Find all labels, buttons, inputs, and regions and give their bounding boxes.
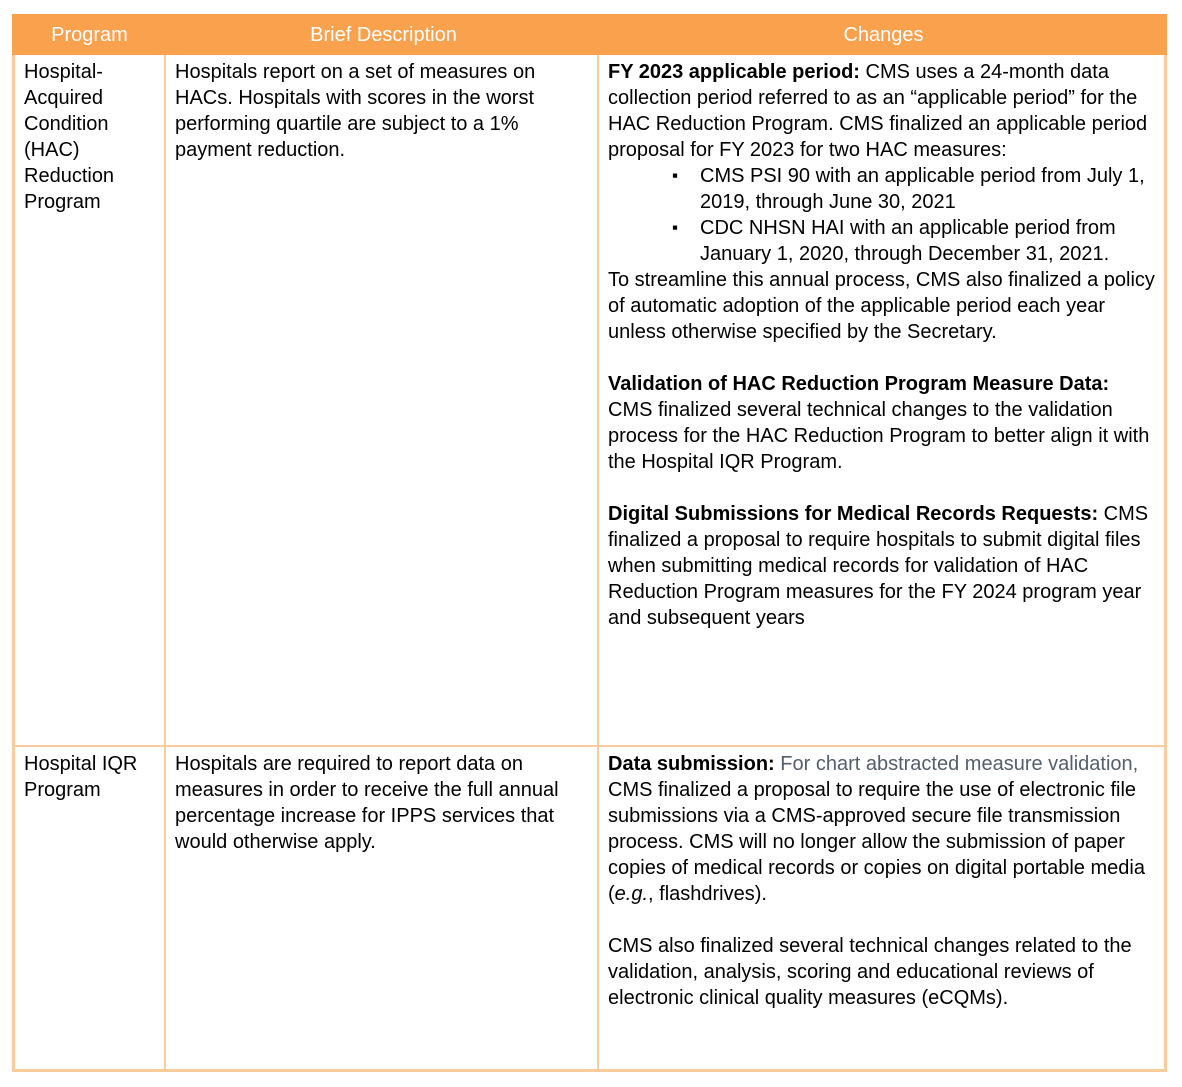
paragraph-spacer bbox=[608, 475, 1158, 501]
bullet-list bbox=[608, 163, 1158, 267]
text-run: CMS finalized a proposal to require hospitals to submit digital files when submitting medical records for validation of HAC Reduction Program measures for the FY 2024 program year and subsequent years bbox=[608, 503, 1149, 629]
paragraph bbox=[608, 59, 1158, 163]
table-row-hac-reduction-program bbox=[15, 55, 1164, 745]
table-header-row bbox=[12, 14, 1167, 55]
header-cell-changes: Changes bbox=[843, 23, 924, 46]
text-run: , flashdrives). bbox=[648, 883, 767, 905]
text-run: CDC NHSN HAI with an applicable period from January 1, 2020, through December 31, 2021. bbox=[700, 217, 1116, 265]
bullet-icon: ▪ bbox=[672, 218, 679, 237]
text-run: Digital Submissions for Medical Records Requests: bbox=[608, 503, 1104, 525]
program-cell: Hospital-Acquired Condition (HAC) Reduction Program bbox=[15, 55, 166, 745]
text-run: Validation of HAC Reduction Program Measure Data: bbox=[608, 373, 1110, 395]
text-run: e.g. bbox=[614, 883, 649, 905]
bullet-item bbox=[608, 215, 1158, 267]
paragraph bbox=[608, 267, 1158, 345]
text-run: For chart abstracted measure validation, bbox=[780, 753, 1139, 775]
text-run: CMS finalized several technical changes to the validation process for the HAC Reduction Program to better align it with the Hospital IQR Program. bbox=[608, 399, 1150, 473]
bullet-item bbox=[608, 163, 1158, 215]
paragraph-spacer bbox=[608, 907, 1158, 933]
brief-description-cell: Hospitals are required to report data on measures in order to receive the full annual percentage increase for IPPS services that would otherwise apply. bbox=[166, 747, 599, 1069]
text-run: CMS uses a 24-month data collection period referred to as an “applicable period” for the HAC Reduction Program. CMS finalized an applicable period proposal for FY 2023 for two HAC measures: bbox=[608, 61, 1148, 161]
text-run: CMS PSI 90 with an applicable period from July 1, 2019, through June 30, 2021 bbox=[700, 165, 1145, 213]
changes-cell bbox=[599, 747, 1164, 1069]
table-row-hospital-iqr-program bbox=[15, 745, 1164, 1069]
text-run: To streamline this annual process, CMS also finalized a policy of automatic adoption of the applicable period each year unless otherwise specified by the Secretary. bbox=[608, 269, 1155, 343]
paragraph bbox=[608, 501, 1158, 631]
changes-cell bbox=[599, 55, 1164, 745]
header-cell-brief-description: Brief Description bbox=[310, 23, 457, 46]
table-body bbox=[12, 55, 1167, 1072]
header-cell-program: Program bbox=[51, 23, 128, 46]
brief-description-cell: Hospitals report on a set of measures on HACs. Hospitals with scores in the worst performing quartile are subject to a 1% payment reduction. bbox=[166, 55, 599, 745]
bullet-icon: ▪ bbox=[672, 166, 679, 185]
program-changes-table bbox=[12, 14, 1167, 1072]
paragraph-spacer bbox=[608, 345, 1158, 371]
text-run: CMS finalized a proposal to require the use of electronic file submissions via a CMS-approved secure file transmission process. CMS will no longer allow the submission of paper copies of medical records or copies on digital portable media ( bbox=[608, 779, 1145, 905]
text-run: FY 2023 applicable period: bbox=[608, 61, 866, 83]
text-run: Data submission: bbox=[608, 753, 781, 775]
text-run: CMS also finalized several technical changes related to the validation, analysis, scoring and educational reviews of electronic clinical quality measures (eCQMs). bbox=[608, 935, 1132, 1009]
paragraph bbox=[608, 371, 1158, 475]
paragraph bbox=[608, 933, 1158, 1011]
program-cell: Hospital IQR Program bbox=[15, 747, 166, 1069]
paragraph bbox=[608, 751, 1158, 907]
